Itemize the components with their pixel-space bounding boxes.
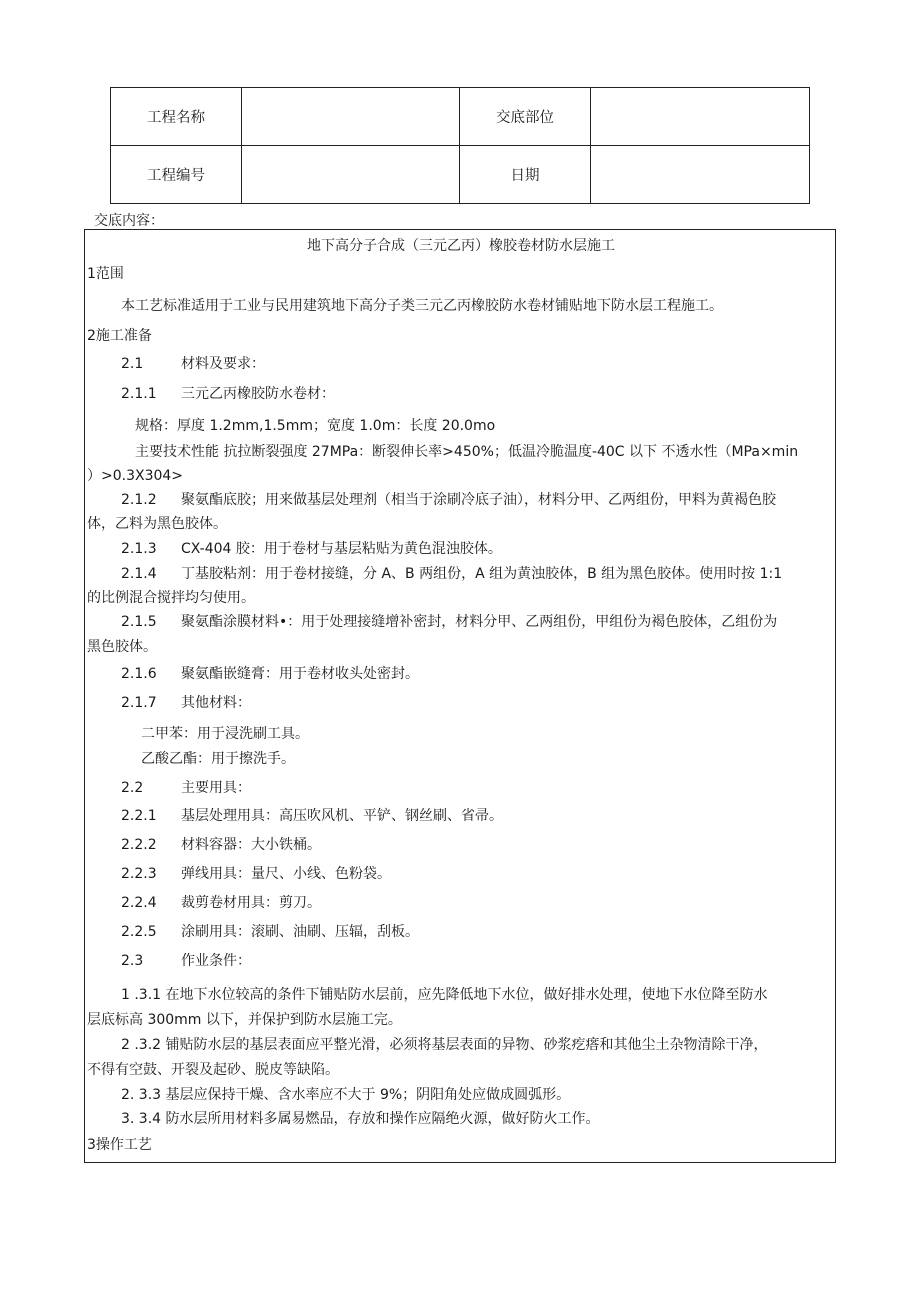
item-text: 聚氨酯底胶；用来做基层处理剂（相当于涂刷冷底子油），材料分甲、乙两组份，甲料为黄褐色胶 [181,492,776,508]
condition-3: 2. 3.3 基层应保持干燥、含水率应不大于 9%；阴阳角处应做成圆弧形。 [121,1087,571,1103]
item-2-2 [121,778,251,798]
item-2-3 [121,951,251,971]
item-number: 2.2.5 [121,924,157,940]
item-number: 2.1.3 [121,541,157,557]
project-no-label: 工程编号 [111,146,242,204]
condition-1-line-1: 1 .3.1 在地下水位较高的条件下铺贴防水层前，应先降低地下水位，做好排水处理，使地下水位降至防水 [121,987,768,1003]
item-text: 丁基胶粘剂：用于卷材接缝，分 A、B 两组份，A 组为黄浊胶体，B 组为黑色胶体。使用时按 1:1 [181,566,783,582]
tech-line-2: ）>0.3X304> [87,468,184,484]
item-text: 聚氨酯涂膜材料•：用于处理接缝增补密封，材料分甲、乙两组份，甲组份为褐色胶体，乙组份为 [181,614,778,630]
date-label: 日期 [460,146,591,204]
item-text: 材料及要求： [181,356,265,372]
item-2-1-4 [121,564,782,584]
item-2-1-3 [121,539,502,559]
section-1-text: 本工艺标准适用于工业与民用建筑地下高分子类三元乙丙橡胶防水卷材铺贴地下防水层工程施工。 [121,298,723,314]
item-2-1-5-cont: 黑色胶体。 [87,639,157,655]
content-label: 交底内容： [94,213,164,229]
part-value [591,88,810,146]
item-2-2-4 [121,893,321,913]
section-1-heading: 1范围 [87,266,124,282]
item-2-1-5 [121,612,777,632]
item-text: CX-404 胶：用于卷材与基层粘贴为黄色混浊胶体。 [181,541,502,557]
tech-line-1: 主要技术性能 抗拉断裂强度 27MPa：断裂伸长率>450%；低温冷脆温度-40C 以下 不透水性（MPa×min [135,444,799,460]
item-2-1-4-cont: 的比例混合搅拌均匀使用。 [87,590,255,606]
spec-line: 规格：厚度 1.2mm,1.5mm；宽度 1.0m：长度 20.0mo [135,418,496,434]
other-material-2: 乙酸乙酯：用于擦洗手。 [141,751,295,767]
header-row-2 [111,146,810,204]
condition-1-line-2: 层底标高 300mm 以下，并保护到防水层施工完。 [87,1012,402,1028]
header-row-1 [111,88,810,146]
item-text: 材料容器：大小铁桶。 [181,837,321,853]
part-label: 交底部位 [460,88,591,146]
condition-2-line-1: 2 .3.2 铺贴防水层的基层表面应平整光滑，必须将基层表面的异物、砂浆疙瘩和其他尘土杂物清除干净， [121,1037,768,1053]
item-text: 基层处理用具：高压吹风机、平铲、钢丝刷、省帚。 [181,808,503,824]
item-text: 涂刷用具：滚刷、油刷、压辐，刮板。 [181,924,419,940]
section-2-heading: 2施工准备 [87,328,152,344]
item-number: 2.1.1 [121,386,157,402]
item-2-1-7 [121,693,251,713]
item-number: 2.1.7 [121,695,157,711]
item-2-1-6 [121,664,419,684]
item-2-2-2 [121,835,321,855]
item-number: 2.2 [121,780,144,796]
item-number: 2.2.2 [121,837,157,853]
project-name-value [242,88,460,146]
item-number: 2.1.4 [121,566,157,582]
item-2-1-1 [121,384,335,404]
item-2-1-2-cont: 体，乙料为黑色胶体。 [87,516,227,532]
item-2-2-3 [121,864,391,884]
item-2-1 [121,354,265,374]
header-table [110,87,810,204]
item-number: 2.1.2 [121,492,157,508]
item-text: 聚氨酯嵌缝膏：用于卷材收头处密封。 [181,666,419,682]
item-number: 2.1.5 [121,614,157,630]
doc-title: 地下高分子合成（三元乙丙）橡胶卷材防水层施工 [307,238,615,254]
item-text: 主要用具： [181,780,251,796]
date-value [591,146,810,204]
item-2-1-2 [121,490,776,510]
condition-4: 3. 3.4 防水层所用材料多属易燃品，存放和操作应隔绝火源，做好防火工作。 [121,1111,600,1127]
item-2-2-5 [121,922,419,942]
item-number: 2.3 [121,953,144,969]
other-material-1: 二甲苯：用于浸洗刷工具。 [141,726,309,742]
condition-2-line-2: 不得有空鼓、开裂及起砂、脱皮等缺陷。 [87,1062,339,1078]
item-2-2-1 [121,806,503,826]
item-number: 2.1 [121,356,144,372]
item-text: 作业条件： [181,953,251,969]
item-number: 2.2.4 [121,895,157,911]
item-text: 三元乙丙橡胶防水卷材： [181,386,335,402]
item-text: 弹线用具：量尺、小线、色粉袋。 [181,866,391,882]
item-text: 裁剪卷材用具：剪刀。 [181,895,321,911]
item-number: 2.1.6 [121,666,157,682]
content-box [84,229,836,1163]
section-3-heading: 3操作工艺 [87,1137,152,1153]
item-number: 2.2.3 [121,866,157,882]
item-text: 其他材料： [181,695,251,711]
item-number: 2.2.1 [121,808,157,824]
project-no-value [242,146,460,204]
project-name-label: 工程名称 [111,88,242,146]
